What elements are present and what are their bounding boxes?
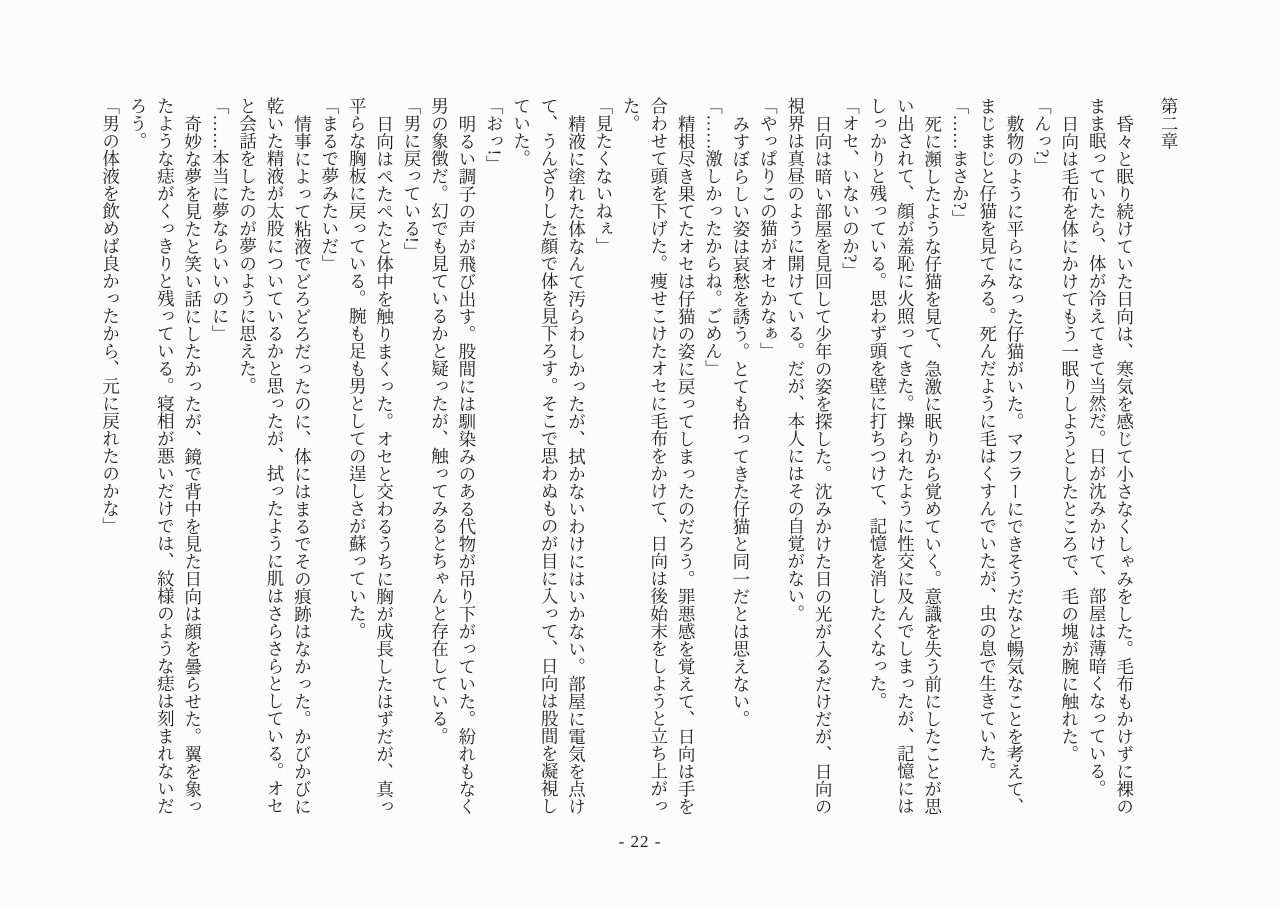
paragraph-narrative: 日向は毛布を体にかけてもう一眠りしようとしたところで、毛の塊が腕に触れた。: [1059, 114, 1080, 762]
paragraph-dialogue: 「やっぱりこの猫がオセかなぁ」: [758, 97, 779, 360]
paragraph-narrative: 昏々と眠り続けていた日向は、寒気を感じて小さなくしゃみをした。毛布もかけずに裸のまま眠っていたら、体が冷えてきて当然だ。日が沈みかけて、部屋は薄暗くなっている。: [1087, 97, 1135, 815]
paragraph-dialogue: 「……激しかったからね。ごめん」: [703, 97, 724, 377]
paragraph-narrative: 明るい調子の声が飛び出す。股間には馴染みのある代物が吊り下がっていた。紛れもなく男の象徴だ。幻でも見ているかと疑ったが、触ってみるとちゃんと存在している。: [429, 97, 477, 815]
paragraph-dialogue: 「まるで夢みたいだ」: [319, 97, 340, 272]
chapter-title: 第二章: [1159, 97, 1179, 150]
vertical-text-flow: [96, 97, 1182, 817]
paragraph-narrative: みすぼらしい姿は哀愁を誘う。とても拾ってきた仔猫と同一だとは思えない。: [730, 114, 751, 727]
paragraph-narrative: 奇妙な夢を見たと笑い話にしたかったが、鏡で背中を見た日向は顔を曇らせた。翼を象ったような痣がくっきりと残っている。寝相が悪いだけでは、紋様のような痣は刻まれないだろう。: [127, 97, 203, 815]
paragraph-narrative: 情事によって粘液でどろどろだったのに、体にはまるでその痕跡はなかった。かびかびに乾いた精液が太股についているかと思ったが、拭ったように肌はさらさらとしている。オセと会話をしたのが夢のように思えた。: [237, 97, 313, 815]
paragraph-narrative: 精根尽き果てたオセは仔猫の姿に戻ってしまったのだろう。罪悪感を覚えて、日向は手を合わせて頭を下げた。痩せこけたオセに毛布をかけて、日向は後始末をしようと立ち上がった。: [621, 97, 697, 815]
paragraph-narrative: 日向はぺたぺたと体中を触りまくった。オセと交わるうちに胸が成長したはずだが、真っ平らな胸板に戻っている。腕も足も男としての逞しさが蘇っていた。: [347, 97, 395, 815]
paragraph-narrative: 精液に塗れた体なんて汚らわしかったが、拭かないわけにはいかない。部屋に電気を点けて、うんざりした顔で体を見下ろす。そこで思わぬものが目に入って、日向は股間を凝視していた。: [511, 97, 587, 815]
paragraph-dialogue: 「……本当に夢ならいいのに」: [210, 97, 231, 342]
paragraph-dialogue: 「……まさか?」: [950, 97, 971, 228]
paragraph-dialogue: 「男に戻っている!」: [402, 97, 423, 261]
paragraph-dialogue: 「んっ?」: [1032, 97, 1053, 175]
paragraph-narrative: 死に瀕したような仔猫を見て、急激に眠りから覚めていく。意識を失う前にしたことが思い出されて、顔が羞恥に火照ってきた。操られたように性交に及んでしまったが、記憶にはしっかりと残っている。思わず頭を壁に打ちつけて、記憶を消したくなった。: [867, 97, 943, 815]
page-number: - 22 -: [618, 832, 662, 851]
paragraph-dialogue: 「オセ、いないのか?」: [840, 97, 861, 280]
paragraph-narrative: 敷物のように平らになった仔猫がいた。マフラーにできそうだなと暢気なことを考えて、まじまじと仔猫を見てみる。死んだように毛はくすんでいたが、虫の息で生きていた。: [977, 97, 1025, 815]
paragraph-dialogue: 「見たくないねぇ」: [593, 97, 614, 255]
paragraph-dialogue: 「おっ!」: [484, 97, 505, 173]
paragraph-narrative: 日向は暗い部屋を見回して少年の姿を探した。沈みかけた日の光が入るだけだが、日向の視界は真昼のように開けている。だが、本人にはその自覚がない。: [785, 97, 834, 815]
paragraph-dialogue: 「男の体液を飲めば良かったから、元に戻れたのかな」: [100, 97, 121, 535]
